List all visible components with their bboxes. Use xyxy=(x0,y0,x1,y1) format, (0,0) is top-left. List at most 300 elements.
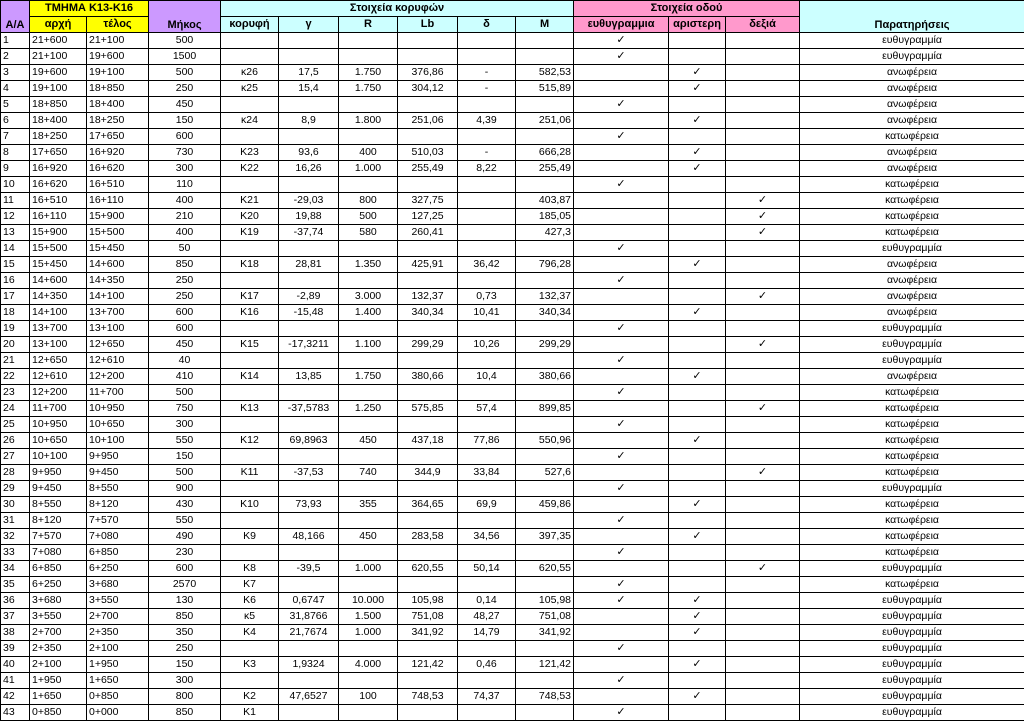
cell-vertex: K13 xyxy=(221,401,279,417)
cell-right-check xyxy=(726,641,800,657)
cell-straight-check xyxy=(574,465,669,481)
cell-remarks: ανωφέρεια xyxy=(800,113,1024,129)
table-row xyxy=(1,225,1024,241)
cell-delta: 33,84 xyxy=(458,465,516,481)
cell-gamma: 17,5 xyxy=(279,65,339,81)
cell-straight-check: ✓ xyxy=(574,177,669,193)
cell-left-check: ✓ xyxy=(669,529,726,545)
cell-remarks: ευθυγραμμία xyxy=(800,641,1024,657)
cell-end: 12+650 xyxy=(87,337,149,353)
cell-Lb xyxy=(398,241,458,257)
cell-length: 730 xyxy=(149,145,221,161)
cell-aa: 10 xyxy=(1,177,30,193)
cell-straight-check: ✓ xyxy=(574,641,669,657)
cell-M: 299,29 xyxy=(516,337,574,353)
header-right: δεξιά xyxy=(726,17,800,33)
cell-remarks: ανωφέρεια xyxy=(800,81,1024,97)
table-row xyxy=(1,321,1024,337)
cell-end: 14+600 xyxy=(87,257,149,273)
cell-remarks: ανωφέρεια xyxy=(800,161,1024,177)
header-vertex: κορυφή xyxy=(221,17,279,33)
cell-end: 2+350 xyxy=(87,625,149,641)
cell-vertex xyxy=(221,177,279,193)
cell-start: 10+650 xyxy=(30,433,87,449)
cell-straight-check xyxy=(574,497,669,513)
cell-gamma: 47,6527 xyxy=(279,689,339,705)
cell-start: 8+120 xyxy=(30,513,87,529)
cell-straight-check: ✓ xyxy=(574,705,669,721)
cell-M xyxy=(516,177,574,193)
cell-remarks: ευθυγραμμία xyxy=(800,705,1024,721)
cell-length: 900 xyxy=(149,481,221,497)
cell-length: 600 xyxy=(149,321,221,337)
cell-remarks: κατωφέρεια xyxy=(800,449,1024,465)
cell-straight-check xyxy=(574,433,669,449)
cell-Lb: 105,98 xyxy=(398,593,458,609)
cell-end: 1+950 xyxy=(87,657,149,673)
cell-start: 8+550 xyxy=(30,497,87,513)
table-row xyxy=(1,353,1024,369)
cell-aa: 32 xyxy=(1,529,30,545)
cell-left-check: ✓ xyxy=(669,81,726,97)
cell-length: 850 xyxy=(149,609,221,625)
table-row xyxy=(1,81,1024,97)
cell-length: 50 xyxy=(149,241,221,257)
cell-Lb: 751,08 xyxy=(398,609,458,625)
cell-aa: 33 xyxy=(1,545,30,561)
cell-M: 515,89 xyxy=(516,81,574,97)
cell-length: 150 xyxy=(149,113,221,129)
cell-remarks: ανωφέρεια xyxy=(800,65,1024,81)
cell-M: 341,92 xyxy=(516,625,574,641)
cell-left-check xyxy=(669,193,726,209)
cell-gamma xyxy=(279,385,339,401)
cell-R: 740 xyxy=(339,465,398,481)
cell-Lb: 425,91 xyxy=(398,257,458,273)
cell-end: 6+250 xyxy=(87,561,149,577)
cell-straight-check: ✓ xyxy=(574,353,669,369)
cell-remarks: κατωφέρεια xyxy=(800,433,1024,449)
cell-aa: 39 xyxy=(1,641,30,657)
cell-straight-check: ✓ xyxy=(574,417,669,433)
header-end: τέλος xyxy=(87,17,149,33)
cell-length: 2570 xyxy=(149,577,221,593)
cell-straight-check xyxy=(574,225,669,241)
cell-delta: - xyxy=(458,65,516,81)
cell-length: 500 xyxy=(149,385,221,401)
cell-delta xyxy=(458,129,516,145)
cell-gamma xyxy=(279,673,339,689)
cell-Lb: 364,65 xyxy=(398,497,458,513)
cell-delta xyxy=(458,641,516,657)
cell-remarks: ανωφέρεια xyxy=(800,145,1024,161)
cell-start: 1+950 xyxy=(30,673,87,689)
table-row xyxy=(1,641,1024,657)
cell-straight-check xyxy=(574,161,669,177)
cell-straight-check xyxy=(574,113,669,129)
table-row xyxy=(1,513,1024,529)
cell-M: 251,06 xyxy=(516,113,574,129)
cell-Lb: 283,58 xyxy=(398,529,458,545)
cell-R xyxy=(339,481,398,497)
cell-start: 15+900 xyxy=(30,225,87,241)
cell-right-check xyxy=(726,657,800,673)
cell-remarks: κατωφέρεια xyxy=(800,417,1024,433)
cell-right-check: ✓ xyxy=(726,465,800,481)
cell-R: 1.350 xyxy=(339,257,398,273)
cell-straight-check xyxy=(574,657,669,673)
cell-left-check: ✓ xyxy=(669,113,726,129)
cell-remarks: ανωφέρεια xyxy=(800,257,1024,273)
cell-length: 40 xyxy=(149,353,221,369)
cell-start: 10+100 xyxy=(30,449,87,465)
header-vertex-group: Στοιχεία κορυφών xyxy=(221,1,574,17)
cell-right-check xyxy=(726,353,800,369)
header-straight: ευθυγραμμια xyxy=(574,17,669,33)
cell-gamma: -17,3211 xyxy=(279,337,339,353)
cell-aa: 29 xyxy=(1,481,30,497)
cell-left-check: ✓ xyxy=(669,497,726,513)
cell-vertex: K20 xyxy=(221,209,279,225)
cell-right-check xyxy=(726,673,800,689)
cell-right-check xyxy=(726,497,800,513)
cell-length: 500 xyxy=(149,465,221,481)
cell-M: 620,55 xyxy=(516,561,574,577)
cell-aa: 31 xyxy=(1,513,30,529)
cell-delta: 69,9 xyxy=(458,497,516,513)
cell-R xyxy=(339,577,398,593)
cell-right-check xyxy=(726,625,800,641)
cell-end: 2+100 xyxy=(87,641,149,657)
cell-delta xyxy=(458,33,516,49)
cell-Lb: 575,85 xyxy=(398,401,458,417)
cell-vertex xyxy=(221,241,279,257)
cell-M xyxy=(516,129,574,145)
cell-Lb xyxy=(398,97,458,113)
cell-vertex xyxy=(221,273,279,289)
cell-straight-check: ✓ xyxy=(574,97,669,113)
cell-M: 380,66 xyxy=(516,369,574,385)
cell-R: 1.400 xyxy=(339,305,398,321)
table-row xyxy=(1,561,1024,577)
cell-delta xyxy=(458,209,516,225)
cell-delta xyxy=(458,545,516,561)
cell-straight-check xyxy=(574,289,669,305)
cell-delta: 74,37 xyxy=(458,689,516,705)
cell-right-check: ✓ xyxy=(726,225,800,241)
cell-M: 899,85 xyxy=(516,401,574,417)
cell-Lb: 376,86 xyxy=(398,65,458,81)
cell-end: 12+200 xyxy=(87,369,149,385)
cell-right-check: ✓ xyxy=(726,209,800,225)
cell-gamma: -29,03 xyxy=(279,193,339,209)
cell-left-check xyxy=(669,545,726,561)
cell-right-check xyxy=(726,81,800,97)
cell-Lb: 255,49 xyxy=(398,161,458,177)
cell-vertex: K3 xyxy=(221,657,279,673)
cell-right-check: ✓ xyxy=(726,401,800,417)
cell-delta xyxy=(458,177,516,193)
cell-aa: 28 xyxy=(1,465,30,481)
cell-Lb: 380,66 xyxy=(398,369,458,385)
cell-end: 19+600 xyxy=(87,49,149,65)
cell-left-check xyxy=(669,337,726,353)
cell-remarks: κατωφέρεια xyxy=(800,513,1024,529)
cell-straight-check: ✓ xyxy=(574,673,669,689)
cell-left-check xyxy=(669,289,726,305)
cell-vertex: K8 xyxy=(221,561,279,577)
cell-gamma: -39,5 xyxy=(279,561,339,577)
cell-remarks: ευθυγραμμία xyxy=(800,321,1024,337)
cell-M xyxy=(516,321,574,337)
cell-start: 14+350 xyxy=(30,289,87,305)
cell-right-check xyxy=(726,97,800,113)
cell-vertex: K22 xyxy=(221,161,279,177)
cell-end: 19+100 xyxy=(87,65,149,81)
cell-delta: 34,56 xyxy=(458,529,516,545)
cell-M: 403,87 xyxy=(516,193,574,209)
cell-left-check xyxy=(669,353,726,369)
cell-right-check xyxy=(726,529,800,545)
cell-right-check xyxy=(726,177,800,193)
cell-length: 150 xyxy=(149,449,221,465)
cell-right-check xyxy=(726,129,800,145)
cell-gamma xyxy=(279,417,339,433)
cell-vertex: K23 xyxy=(221,145,279,161)
cell-R xyxy=(339,545,398,561)
cell-R: 1.000 xyxy=(339,161,398,177)
cell-M xyxy=(516,673,574,689)
cell-Lb: 437,18 xyxy=(398,433,458,449)
cell-left-check: ✓ xyxy=(669,657,726,673)
cell-M xyxy=(516,513,574,529)
cell-delta xyxy=(458,49,516,65)
cell-R xyxy=(339,513,398,529)
cell-length: 300 xyxy=(149,161,221,177)
cell-R: 450 xyxy=(339,529,398,545)
cell-gamma xyxy=(279,577,339,593)
cell-gamma xyxy=(279,97,339,113)
cell-end: 15+500 xyxy=(87,225,149,241)
cell-left-check xyxy=(669,673,726,689)
cell-M: 185,05 xyxy=(516,209,574,225)
cell-left-check xyxy=(669,481,726,497)
cell-aa: 22 xyxy=(1,369,30,385)
cell-left-check: ✓ xyxy=(669,593,726,609)
cell-remarks: κατωφέρεια xyxy=(800,497,1024,513)
cell-Lb: 251,06 xyxy=(398,113,458,129)
cell-M xyxy=(516,49,574,65)
cell-straight-check: ✓ xyxy=(574,481,669,497)
cell-length: 250 xyxy=(149,289,221,305)
cell-delta: 10,4 xyxy=(458,369,516,385)
cell-Lb: 327,75 xyxy=(398,193,458,209)
cell-start: 1+650 xyxy=(30,689,87,705)
cell-delta xyxy=(458,385,516,401)
cell-R: 450 xyxy=(339,433,398,449)
cell-right-check xyxy=(726,257,800,273)
cell-gamma xyxy=(279,545,339,561)
cell-right-check xyxy=(726,577,800,593)
cell-start: 6+250 xyxy=(30,577,87,593)
table-row xyxy=(1,481,1024,497)
cell-aa: 1 xyxy=(1,33,30,49)
cell-gamma: 19,88 xyxy=(279,209,339,225)
table-row xyxy=(1,673,1024,689)
cell-remarks: κατωφέρεια xyxy=(800,385,1024,401)
cell-left-check xyxy=(669,641,726,657)
cell-M: 527,6 xyxy=(516,465,574,481)
cell-vertex xyxy=(221,513,279,529)
cell-straight-check: ✓ xyxy=(574,321,669,337)
cell-straight-check xyxy=(574,81,669,97)
cell-vertex: K6 xyxy=(221,593,279,609)
cell-right-check: ✓ xyxy=(726,193,800,209)
cell-right-check xyxy=(726,49,800,65)
cell-R xyxy=(339,353,398,369)
cell-length: 550 xyxy=(149,433,221,449)
cell-right-check xyxy=(726,241,800,257)
cell-R xyxy=(339,641,398,657)
cell-aa: 23 xyxy=(1,385,30,401)
cell-aa: 26 xyxy=(1,433,30,449)
cell-length: 450 xyxy=(149,97,221,113)
cell-start: 16+620 xyxy=(30,177,87,193)
cell-start: 3+550 xyxy=(30,609,87,625)
cell-delta: 36,42 xyxy=(458,257,516,273)
cell-start: 16+510 xyxy=(30,193,87,209)
cell-left-check xyxy=(669,225,726,241)
cell-aa: 17 xyxy=(1,289,30,305)
table-row xyxy=(1,129,1024,145)
cell-left-check xyxy=(669,465,726,481)
cell-R xyxy=(339,177,398,193)
cell-M: 751,08 xyxy=(516,609,574,625)
cell-Lb xyxy=(398,545,458,561)
cell-left-check: ✓ xyxy=(669,689,726,705)
cell-left-check: ✓ xyxy=(669,609,726,625)
cell-gamma: -37,5783 xyxy=(279,401,339,417)
cell-Lb xyxy=(398,673,458,689)
cell-end: 0+850 xyxy=(87,689,149,705)
cell-vertex xyxy=(221,97,279,113)
table-row xyxy=(1,497,1024,513)
cell-M: 427,3 xyxy=(516,225,574,241)
cell-M xyxy=(516,241,574,257)
cell-remarks: κατωφέρεια xyxy=(800,465,1024,481)
cell-R xyxy=(339,49,398,65)
cell-aa: 43 xyxy=(1,705,30,721)
cell-start: 3+680 xyxy=(30,593,87,609)
table-row xyxy=(1,193,1024,209)
cell-vertex: K19 xyxy=(221,225,279,241)
cell-left-check xyxy=(669,449,726,465)
cell-R: 1.750 xyxy=(339,369,398,385)
cell-left-check xyxy=(669,49,726,65)
cell-straight-check: ✓ xyxy=(574,513,669,529)
cell-delta xyxy=(458,353,516,369)
cell-right-check xyxy=(726,145,800,161)
cell-left-check: ✓ xyxy=(669,257,726,273)
cell-gamma: 16,26 xyxy=(279,161,339,177)
cell-delta: 48,27 xyxy=(458,609,516,625)
table-row xyxy=(1,257,1024,273)
cell-Lb: 341,92 xyxy=(398,625,458,641)
cell-Lb xyxy=(398,385,458,401)
cell-aa: 30 xyxy=(1,497,30,513)
cell-gamma: -37,74 xyxy=(279,225,339,241)
header-length: Μήκος xyxy=(149,1,221,33)
cell-start: 11+700 xyxy=(30,401,87,417)
cell-length: 500 xyxy=(149,33,221,49)
cell-remarks: κατωφέρεια xyxy=(800,225,1024,241)
cell-delta xyxy=(458,417,516,433)
cell-gamma xyxy=(279,33,339,49)
cell-straight-check xyxy=(574,625,669,641)
header-remarks: Παρατηρήσεις xyxy=(800,1,1024,33)
cell-aa: 2 xyxy=(1,49,30,65)
cell-delta: 4,39 xyxy=(458,113,516,129)
cell-start: 15+450 xyxy=(30,257,87,273)
cell-gamma: 28,81 xyxy=(279,257,339,273)
cell-M: 121,42 xyxy=(516,657,574,673)
cell-Lb xyxy=(398,577,458,593)
cell-start: 21+600 xyxy=(30,33,87,49)
cell-gamma: 73,93 xyxy=(279,497,339,513)
cell-start: 19+600 xyxy=(30,65,87,81)
table-row xyxy=(1,145,1024,161)
cell-gamma xyxy=(279,641,339,657)
cell-Lb xyxy=(398,353,458,369)
cell-delta xyxy=(458,241,516,257)
cell-vertex: κ26 xyxy=(221,65,279,81)
cell-vertex xyxy=(221,129,279,145)
cell-start: 14+600 xyxy=(30,273,87,289)
cell-straight-check xyxy=(574,561,669,577)
cell-delta xyxy=(458,481,516,497)
cell-gamma: 1,9324 xyxy=(279,657,339,673)
table-row xyxy=(1,433,1024,449)
cell-right-check xyxy=(726,433,800,449)
cell-straight-check: ✓ xyxy=(574,129,669,145)
cell-remarks: κατωφέρεια xyxy=(800,529,1024,545)
cell-Lb xyxy=(398,129,458,145)
cell-vertex xyxy=(221,481,279,497)
cell-R xyxy=(339,417,398,433)
cell-Lb xyxy=(398,417,458,433)
cell-Lb xyxy=(398,177,458,193)
cell-gamma xyxy=(279,353,339,369)
cell-M: 582,53 xyxy=(516,65,574,81)
cell-left-check xyxy=(669,209,726,225)
cell-aa: 4 xyxy=(1,81,30,97)
cell-vertex: K12 xyxy=(221,433,279,449)
cell-remarks: κατωφέρεια xyxy=(800,545,1024,561)
cell-left-check xyxy=(669,513,726,529)
cell-left-check xyxy=(669,417,726,433)
cell-vertex: κ25 xyxy=(221,81,279,97)
cell-Lb xyxy=(398,481,458,497)
cell-delta xyxy=(458,673,516,689)
cell-aa: 3 xyxy=(1,65,30,81)
cell-M: 550,96 xyxy=(516,433,574,449)
cell-aa: 16 xyxy=(1,273,30,289)
table-row xyxy=(1,577,1024,593)
table-row xyxy=(1,545,1024,561)
cell-end: 16+110 xyxy=(87,193,149,209)
cell-start: 2+100 xyxy=(30,657,87,673)
cell-aa: 25 xyxy=(1,417,30,433)
